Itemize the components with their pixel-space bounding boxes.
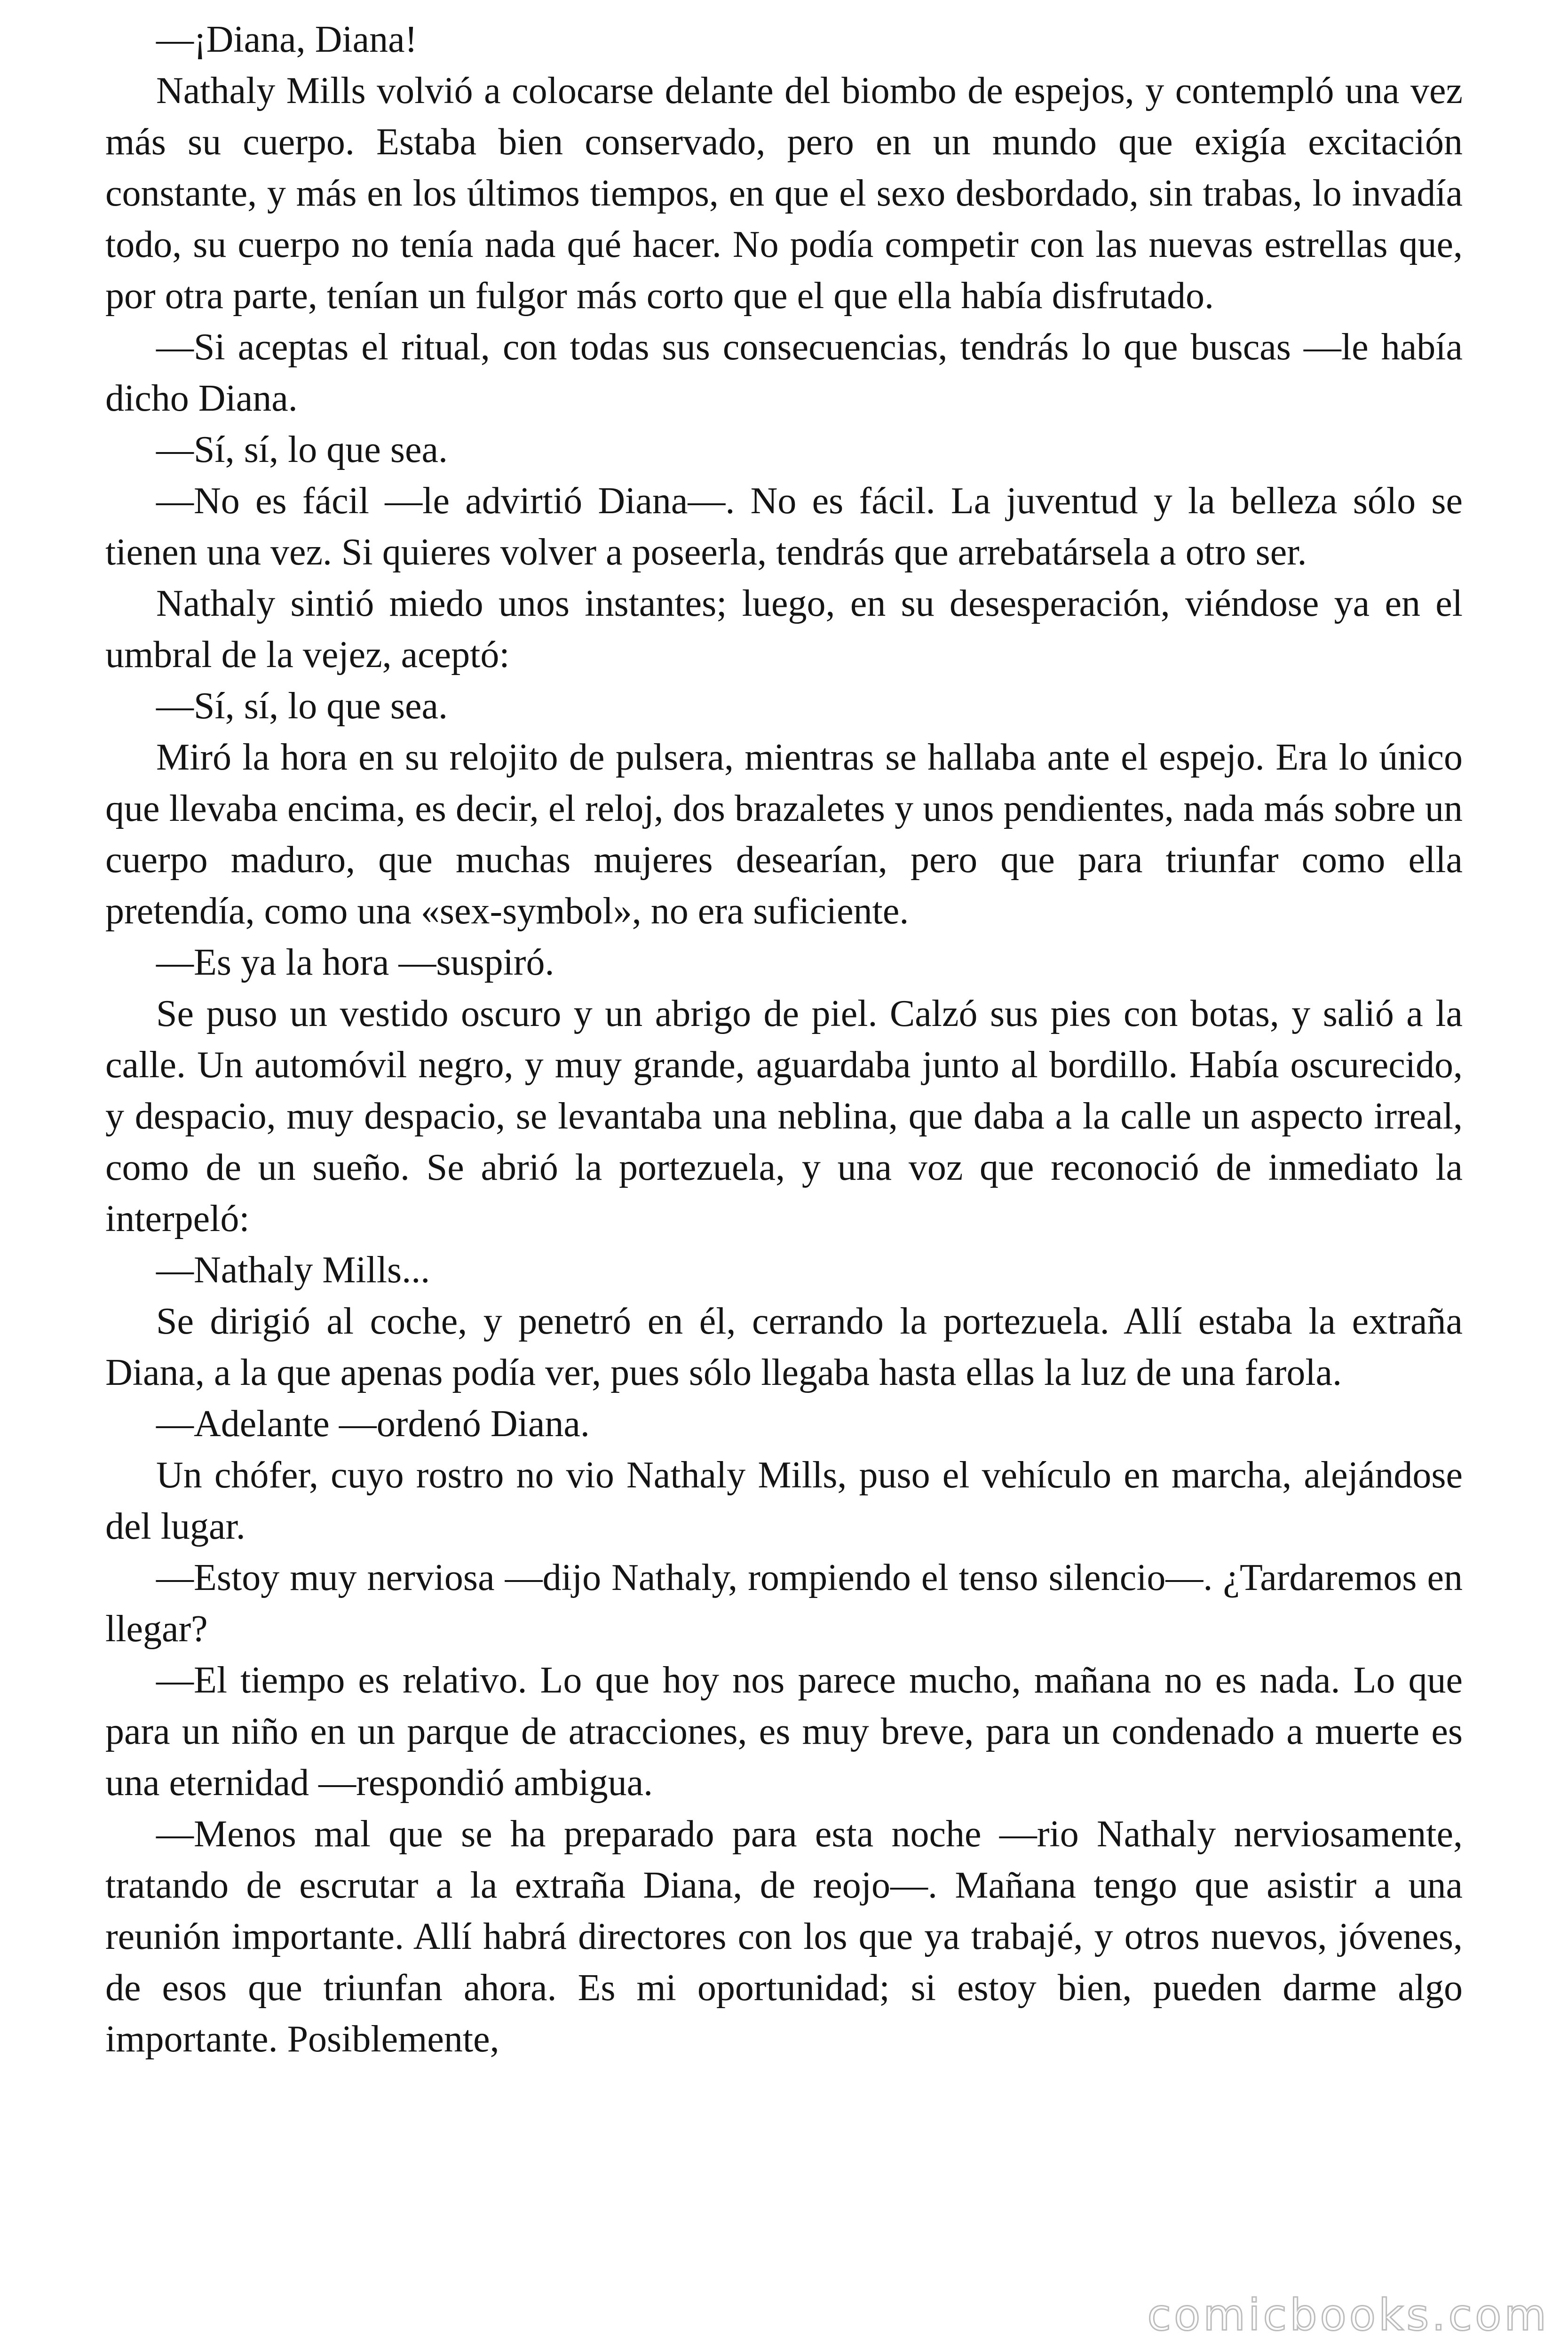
- paragraph: Se puso un vestido oscuro y un abrigo de piel. Calzó sus pies con botas, y salió a la calle. Un automóvil negro, y muy grande, aguardaba junto al bordillo. Había oscurecido, y despacio, muy despacio, se levantaba una neblina, que daba a la calle un aspecto irreal, como de un sueño. Se abrió la portezuela, y una voz que reconoció de inmediato la interpeló:: [105, 993, 1463, 1240]
- paragraph: —Sí, sí, lo que sea.: [156, 685, 448, 727]
- paragraph: Miró la hora en su relojito de pulsera, mientras se hallaba ante el espejo. Era lo único que llevaba encima, es decir, el reloj, dos brazaletes y unos pendientes, nada más sobre un cuerpo maduro, que muchas mujeres desearían, pero que para triunfar como ella pretendía, como una «sex-symbol», no era suficiente.: [105, 737, 1463, 932]
- paragraph: —¡Diana, Diana!: [156, 19, 418, 60]
- paragraph: —El tiempo es relativo. Lo que hoy nos parece mucho, mañana no es nada. Lo que para un niño en un parque de atracciones, es muy breve, para un condenado a muerte es una eternidad —respondió ambigua.: [105, 1660, 1463, 1804]
- paragraph: —Nathaly Mills...: [156, 1249, 430, 1291]
- paragraph: —Sí, sí, lo que sea.: [156, 429, 448, 470]
- paragraph: —No es fácil —le advirtió Diana—. No es fácil. La juventud y la belleza sólo se tienen una vez. Si quieres volver a poseerla, tendrás que arrebatársela a otro ser.: [105, 480, 1463, 573]
- paragraph: Nathaly Mills volvió a colocarse delante del biombo de espejos, y contempló una vez más su cuerpo. Estaba bien conservado, pero en un mundo que exigía excitación constante, y más en los últimos tiempos, en que el sexo desbordado, sin trabas, lo invadía todo, su cuerpo no tenía nada qué hacer. No podía competir con las nuevas estrellas que, por otra parte, tenían un fulgor más corto que el que ella había disfrutado.: [105, 70, 1463, 317]
- paragraph: Un chófer, cuyo rostro no vio Nathaly Mills, puso el vehículo en marcha, alejándose del lugar.: [105, 1454, 1463, 1547]
- paragraph: —Adelante —ordenó Diana.: [156, 1403, 590, 1445]
- paragraph: —Menos mal que se ha preparado para esta noche —rio Nathaly nerviosamente, tratando de escrutar a la extraña Diana, de reojo—. Mañana tengo que asistir a una reunión importante. Allí habrá directores con los que ya trabajé, y otros nuevos, jóvenes, de esos que triunfan ahora. Es mi oportunidad; si estoy bien, pueden darme algo importante. Posiblemente,: [105, 1813, 1463, 2060]
- paragraph: —Es ya la hora —suspiró.: [156, 942, 554, 983]
- paragraph: —Si aceptas el ritual, con todas sus consecuencias, tendrás lo que buscas —le había dicho Diana.: [105, 326, 1463, 419]
- paragraph: Nathaly sintió miedo unos instantes; luego, en su desesperación, viéndose ya en el umbral de la vejez, aceptó:: [105, 583, 1463, 675]
- watermark-text: comicbooks.com: [1147, 2290, 1549, 2340]
- paragraph: Se dirigió al coche, y penetró en él, cerrando la portezuela. Allí estaba la extraña Diana, a la que apenas podía ver, pues sólo llegaba hasta ellas la luz de una farola.: [105, 1301, 1463, 1393]
- paragraph: —Estoy muy nerviosa —dijo Nathaly, rompiendo el tenso silencio—. ¿Tardaremos en llegar?: [105, 1557, 1463, 1650]
- page-body: [105, 14, 1463, 2319]
